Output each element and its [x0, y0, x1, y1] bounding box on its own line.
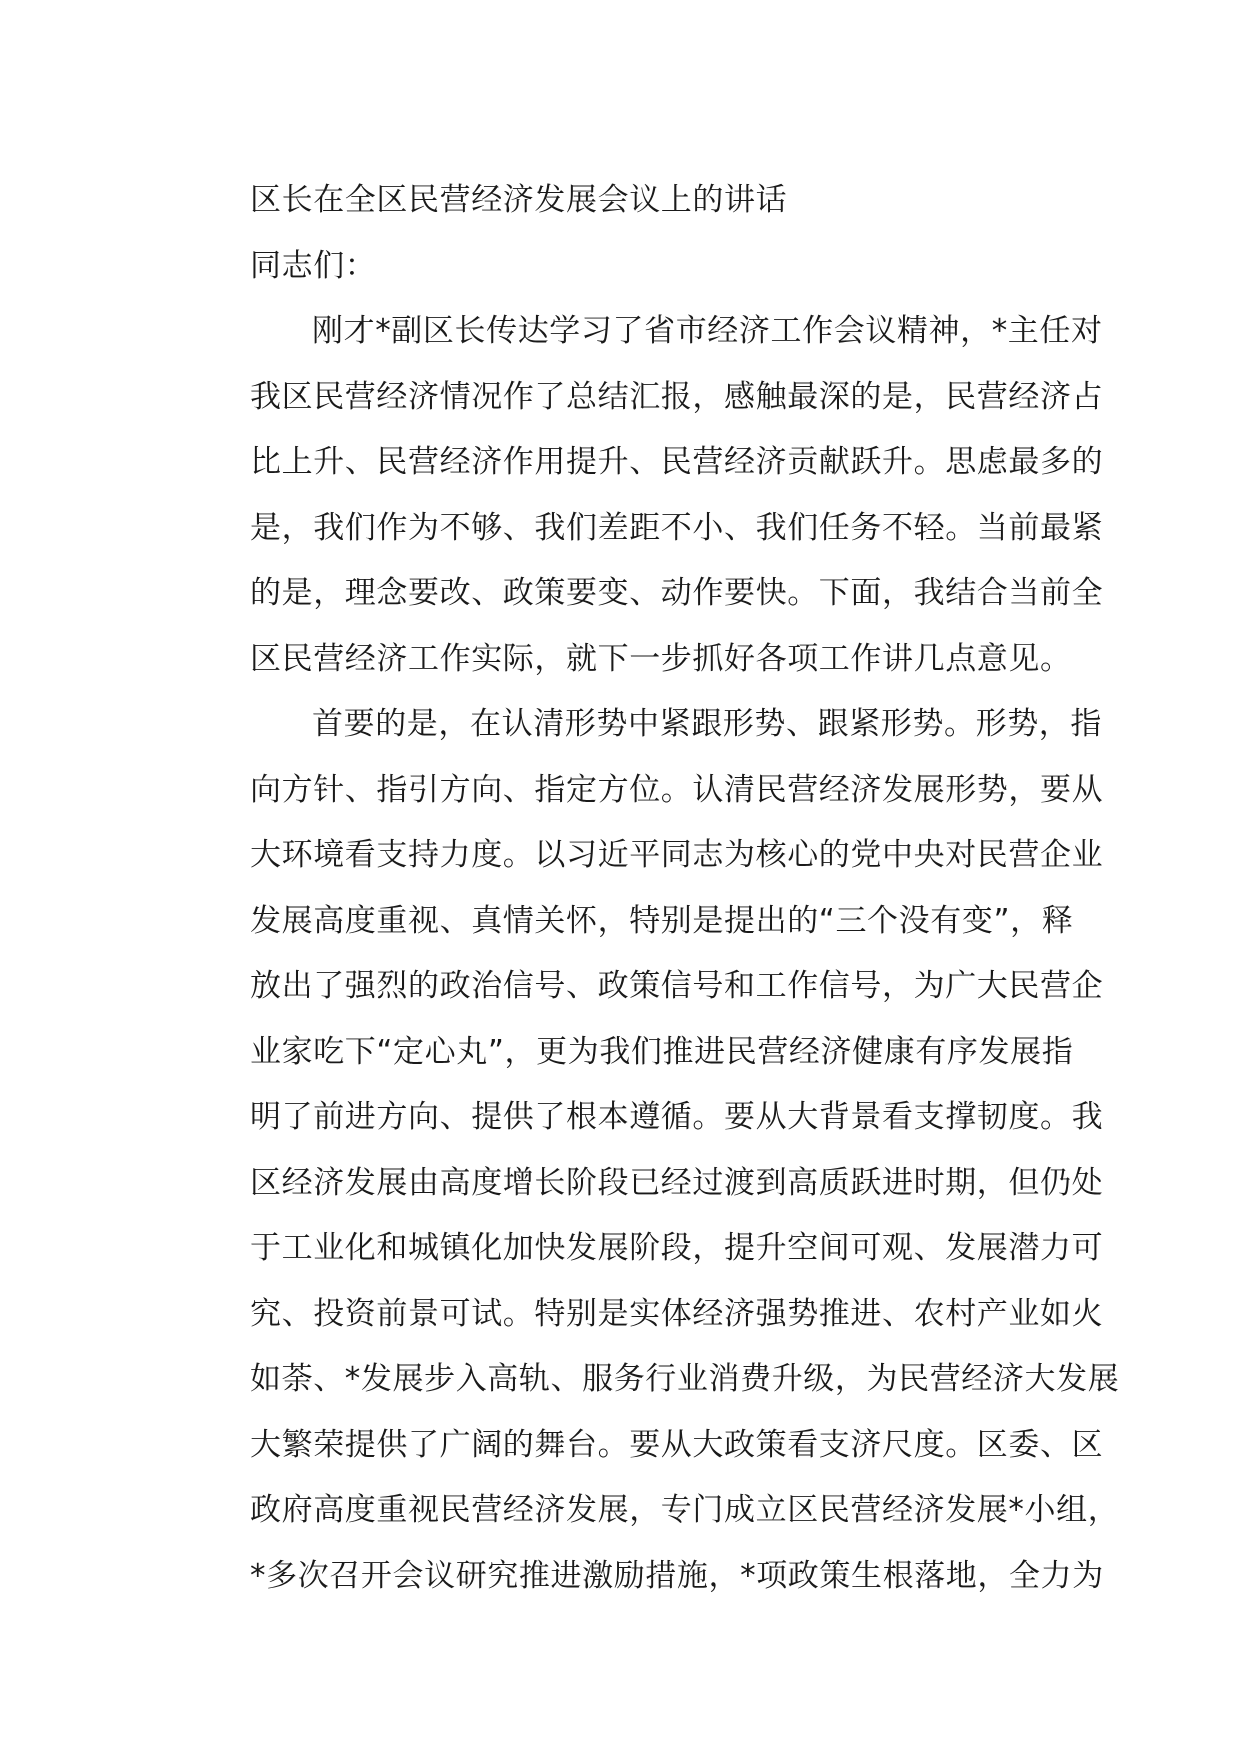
paragraph-line: 发展高度重视、真情关怀，特别是提出的“三个没有变”，释	[250, 902, 1074, 939]
paragraph-1	[188, 299, 1104, 692]
paragraph-line: 首要的是，在认清形势中紧跟形势、跟紧形势。形势，指	[312, 706, 1102, 742]
paragraph-line: 区经济发展由高度增长阶段已经过渡到高质跃进时期，但仍处	[250, 1164, 1104, 1201]
paragraph-line: 如荼、*发展步入高轨、服务行业消费升级，为民营经济大发展	[250, 1361, 1120, 1397]
paragraph-line: 政府高度重视民营经济发展，专门成立区民营经济发展*小组，	[250, 1492, 1120, 1528]
paragraph-line: *多次召开会议研究推进激励措施，*项政策生根落地，全力为	[250, 1557, 1104, 1594]
paragraph-2	[188, 692, 1120, 1609]
speech-title: 区长在全区民营经济发展会议上的讲话	[250, 182, 788, 218]
paragraph-line: 于工业化和城镇化加快发展阶段，提升空间可观、发展潜力可	[250, 1230, 1104, 1266]
paragraph-line: 是，我们作为不够、我们差距不小、我们任务不轻。当前最紧	[250, 509, 1104, 546]
paragraph-line: 向方针、指引方向、指定方位。认清民营经济发展形势，要从	[250, 771, 1104, 808]
paragraph-line: 大环境看支持力度。以习近平同志为核心的党中央对民营企业	[250, 837, 1104, 873]
paragraph-line: 的是，理念要改、政策要变、动作要快。下面，我结合当前全	[250, 575, 1104, 611]
document-body	[188, 168, 1120, 1609]
paragraph-line: 放出了强烈的政治信号、政策信号和工作信号，为广大民营企	[250, 968, 1104, 1004]
paragraph-line: 我区民营经济情况作了总结汇报，感触最深的是，民营经济占	[250, 378, 1104, 415]
paragraph-line: 明了前进方向、提供了根本遵循。要从大背景看支撑韧度。我	[250, 1099, 1104, 1135]
paragraph-line: 究、投资前景可试。特别是实体经济强势推进、农村产业如火	[250, 1295, 1104, 1332]
paragraph-line: 刚才*副区长传达学习了省市经济工作会议精神，*主任对	[312, 313, 1103, 349]
paragraph-line: 大繁荣提供了广阔的舞台。要从大政策看支济尺度。区委、区	[250, 1426, 1104, 1463]
paragraph-line: 比上升、民营经济作用提升、民营经济贡献跃升。思虑最多的	[250, 444, 1104, 480]
paragraph-line: 区民营经济工作实际，就下一步抓好各项工作讲几点意见。	[250, 640, 1072, 677]
salutation: 同志们：	[250, 247, 377, 284]
paragraph-line: 业家吃下“定心丸”，更为我们推进民营经济健康有序发展指	[250, 1033, 1074, 1070]
